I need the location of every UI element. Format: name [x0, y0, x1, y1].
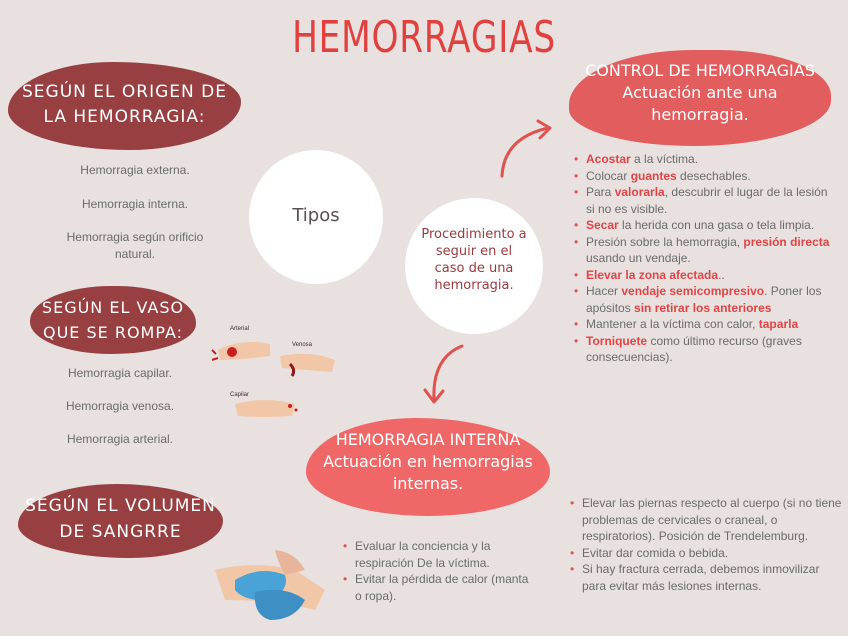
origen-item-externa: Hemorragia externa. [80, 163, 190, 177]
control-heading-line-2: Actuación ante una [622, 83, 778, 102]
vaso-heading-blob [30, 286, 196, 354]
origen-item-interna: Hemorragia interna. [81, 197, 189, 211]
list-item: • Evaluar la conciencia y la respiración De la víctima. [343, 538, 535, 571]
procedimiento-label [410, 226, 538, 294]
list-item: • Si hay fractura cerrada, debemos inmovilizar para evitar más lesiones internas. [570, 561, 842, 594]
vaso-item-arterial: Hemorragia arterial. [66, 432, 174, 446]
procedimiento-line-2: seguir en el [435, 244, 513, 259]
interna-heading-blob [306, 418, 550, 516]
list-item: • Torniquete como último recurso (graves consecuencias). [574, 333, 836, 366]
list-item: • Hacer vendaje semicompresivo. Poner los apósitos sin retirar los anteriores [574, 283, 836, 316]
volumen-heading-line-1: SEGÚN EL VOLUMEN [25, 496, 216, 516]
label-arterial: Arterial [230, 326, 250, 332]
bleeding-types-illustration [210, 320, 340, 430]
list-item: • Mantener a la víctima con calor, taparla [574, 316, 836, 333]
list-item: • Acostar a la víctima. [574, 151, 836, 168]
arrow-to-interna-icon [418, 340, 474, 408]
vaso-heading-line-1: SEGÚN EL VASO [41, 298, 185, 317]
arrow-to-control-icon [490, 116, 560, 182]
list-item: • Secar la herida con una gasa o tela limpia. [574, 217, 836, 234]
procedimiento-line-3: caso de una [434, 261, 514, 276]
list-item: • Colocar guantes desechables. [574, 168, 836, 185]
control-steps-list [574, 151, 836, 366]
interna-left-list [343, 538, 535, 604]
origen-heading-blob [8, 62, 241, 150]
control-heading-line-1: CONTROL DE HEMORRAGIAS [585, 61, 815, 80]
tipos-label: Tipos [292, 205, 340, 226]
label-venosa: Venosa [292, 342, 313, 348]
vaso-item-venosa: Hemorragia venosa. [65, 399, 175, 413]
control-heading-blob [569, 50, 831, 146]
vaso-heading-line-2: QUE SE ROMPA: [42, 323, 184, 342]
interna-heading-line-2: Actuación en hemorragias [323, 452, 533, 471]
origen-heading-line-2: LA HEMORRAGIA: [43, 107, 206, 127]
origen-item-orificio: Hemorragia según orificio [66, 230, 204, 244]
control-heading-line-3: hemorragia. [651, 105, 749, 124]
list-item: • Elevar las piernas respecto al cuerpo (si no tiene problemas de cervicales o craneal, o respiratorios). Posición de Trendelemburg. [570, 495, 842, 545]
volumen-heading-blob [18, 484, 223, 558]
label-capilar: Capilar [230, 392, 250, 398]
list-item: • Evitar dar comida o bebida. [570, 545, 842, 562]
list-item: • Para valorarla, descubrir el lugar de la lesión si no es visible. [574, 184, 836, 217]
gloved-hands-illustration [215, 530, 325, 626]
list-item: • Elevar la zona afectada.. [574, 267, 836, 284]
list-item: • Presión sobre la hemorragia, presión directa usando un vendaje. [574, 234, 836, 267]
interna-right-list [570, 495, 842, 594]
vaso-item-capilar: Hemorragia capilar. [67, 366, 173, 380]
page-title: HEMORRAGIAS [292, 12, 556, 63]
procedimiento-line-4: hemorragia. [434, 278, 514, 293]
origen-heading-line-1: SEGÚN EL ORIGEN DE [22, 82, 227, 102]
origen-item-natural: natural. [114, 247, 156, 261]
list-item: • Evitar la pérdida de calor (manta o ropa). [343, 571, 535, 604]
procedimiento-line-1: Procedimiento a [421, 227, 527, 242]
interna-heading-line-3: internas. [392, 474, 464, 493]
interna-heading-line-1: HEMORRAGIA INTERNA [335, 430, 521, 449]
volumen-heading-line-2: DE SANGRRE [59, 522, 182, 542]
